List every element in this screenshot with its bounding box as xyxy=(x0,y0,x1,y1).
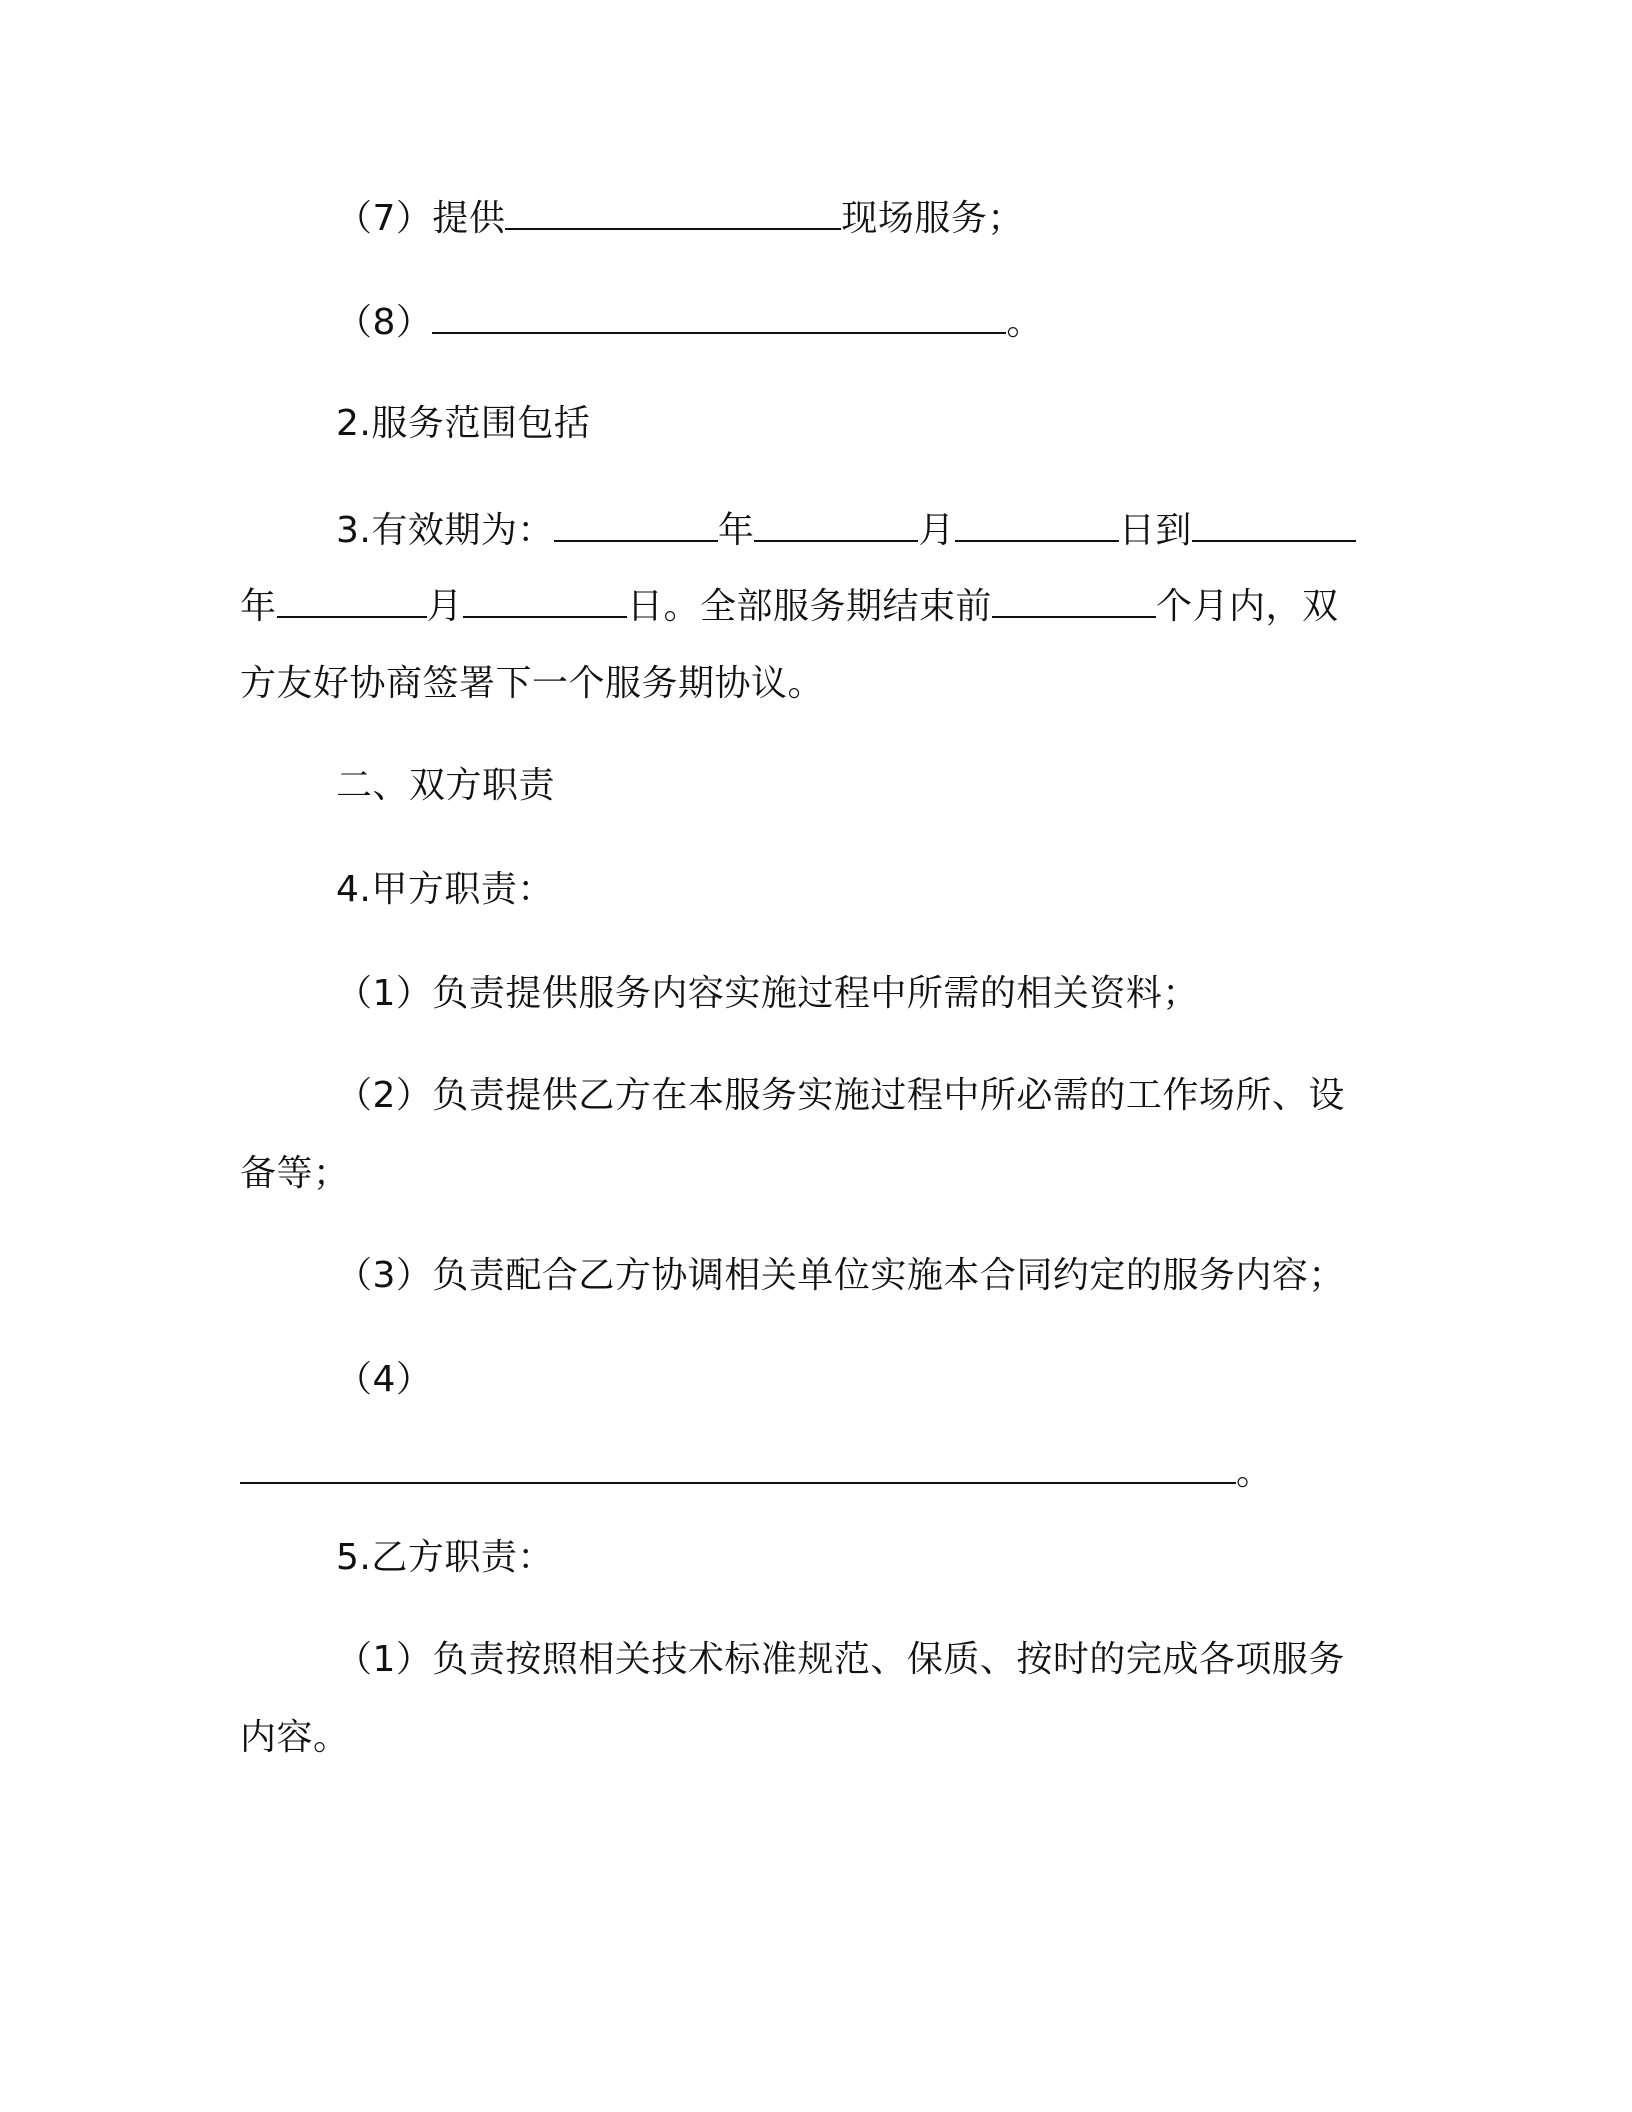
party-a-item-2-line-1: （2）负责提供乙方在本服务实施过程中所必需的工作场所、设 xyxy=(336,1075,1345,1116)
party-b-heading: 5.乙方职责： xyxy=(336,1537,554,1578)
item-7-suffix: 现场服务； xyxy=(841,198,1024,239)
validity-line-1 xyxy=(240,506,1476,555)
validity-line-2 xyxy=(240,582,1380,631)
party-b-item-1-line-1: （1）负责按照相关技术标准规范、保质、按时的完成各项服务 xyxy=(336,1639,1345,1680)
party-a-item-4-label: （4） xyxy=(336,1359,433,1400)
validity-day-text: 日。全部服务期结束前 xyxy=(627,586,993,627)
blank-field xyxy=(554,506,718,542)
party-b-item-1-line-2: 内容。 xyxy=(240,1717,350,1758)
blank-field xyxy=(1192,506,1356,542)
blank-field xyxy=(463,582,627,618)
party-a-item-4-end: 。 xyxy=(1236,1452,1273,1493)
item-7-prefix: （7）提供 xyxy=(336,198,506,239)
validity-year-2: 年 xyxy=(240,586,277,627)
party-a-item-3: （3）负责配合乙方协调相关单位实施本合同约定的服务内容； xyxy=(336,1255,1345,1296)
section-heading-duties: 二、双方职责 xyxy=(336,765,556,806)
blank-field xyxy=(505,194,841,230)
party-a-item-2-line-2: 备等； xyxy=(240,1153,350,1194)
validity-month-2: 月 xyxy=(426,586,464,627)
party-a-heading: 4.甲方职责： xyxy=(336,869,554,910)
item-8-line xyxy=(240,298,1476,347)
validity-day-to: 日到 xyxy=(1118,510,1192,551)
party-a-item-4-line xyxy=(240,1448,1380,1497)
validity-line-3: 方友好协商签署下一个服务期协议。 xyxy=(240,663,825,704)
item-8-suffix: 。 xyxy=(1006,302,1043,343)
party-a-item-1: （1）负责提供服务内容实施过程中所需的相关资料； xyxy=(336,973,1199,1014)
item-7-line xyxy=(240,194,1476,243)
validity-year-1: 年 xyxy=(717,510,755,551)
blank-field xyxy=(432,298,1006,334)
item-8-prefix: （8） xyxy=(336,302,433,343)
blank-field xyxy=(277,582,427,618)
validity-month-text: 个月内，双 xyxy=(1156,586,1339,627)
blank-field xyxy=(754,506,918,542)
blank-field xyxy=(992,582,1156,618)
blank-field xyxy=(240,1448,1236,1484)
validity-label: 3.有效期为： xyxy=(336,510,554,551)
validity-month-1: 月 xyxy=(918,510,955,551)
section-2-heading: 2.服务范围包括 xyxy=(336,403,591,444)
blank-field xyxy=(955,506,1119,542)
